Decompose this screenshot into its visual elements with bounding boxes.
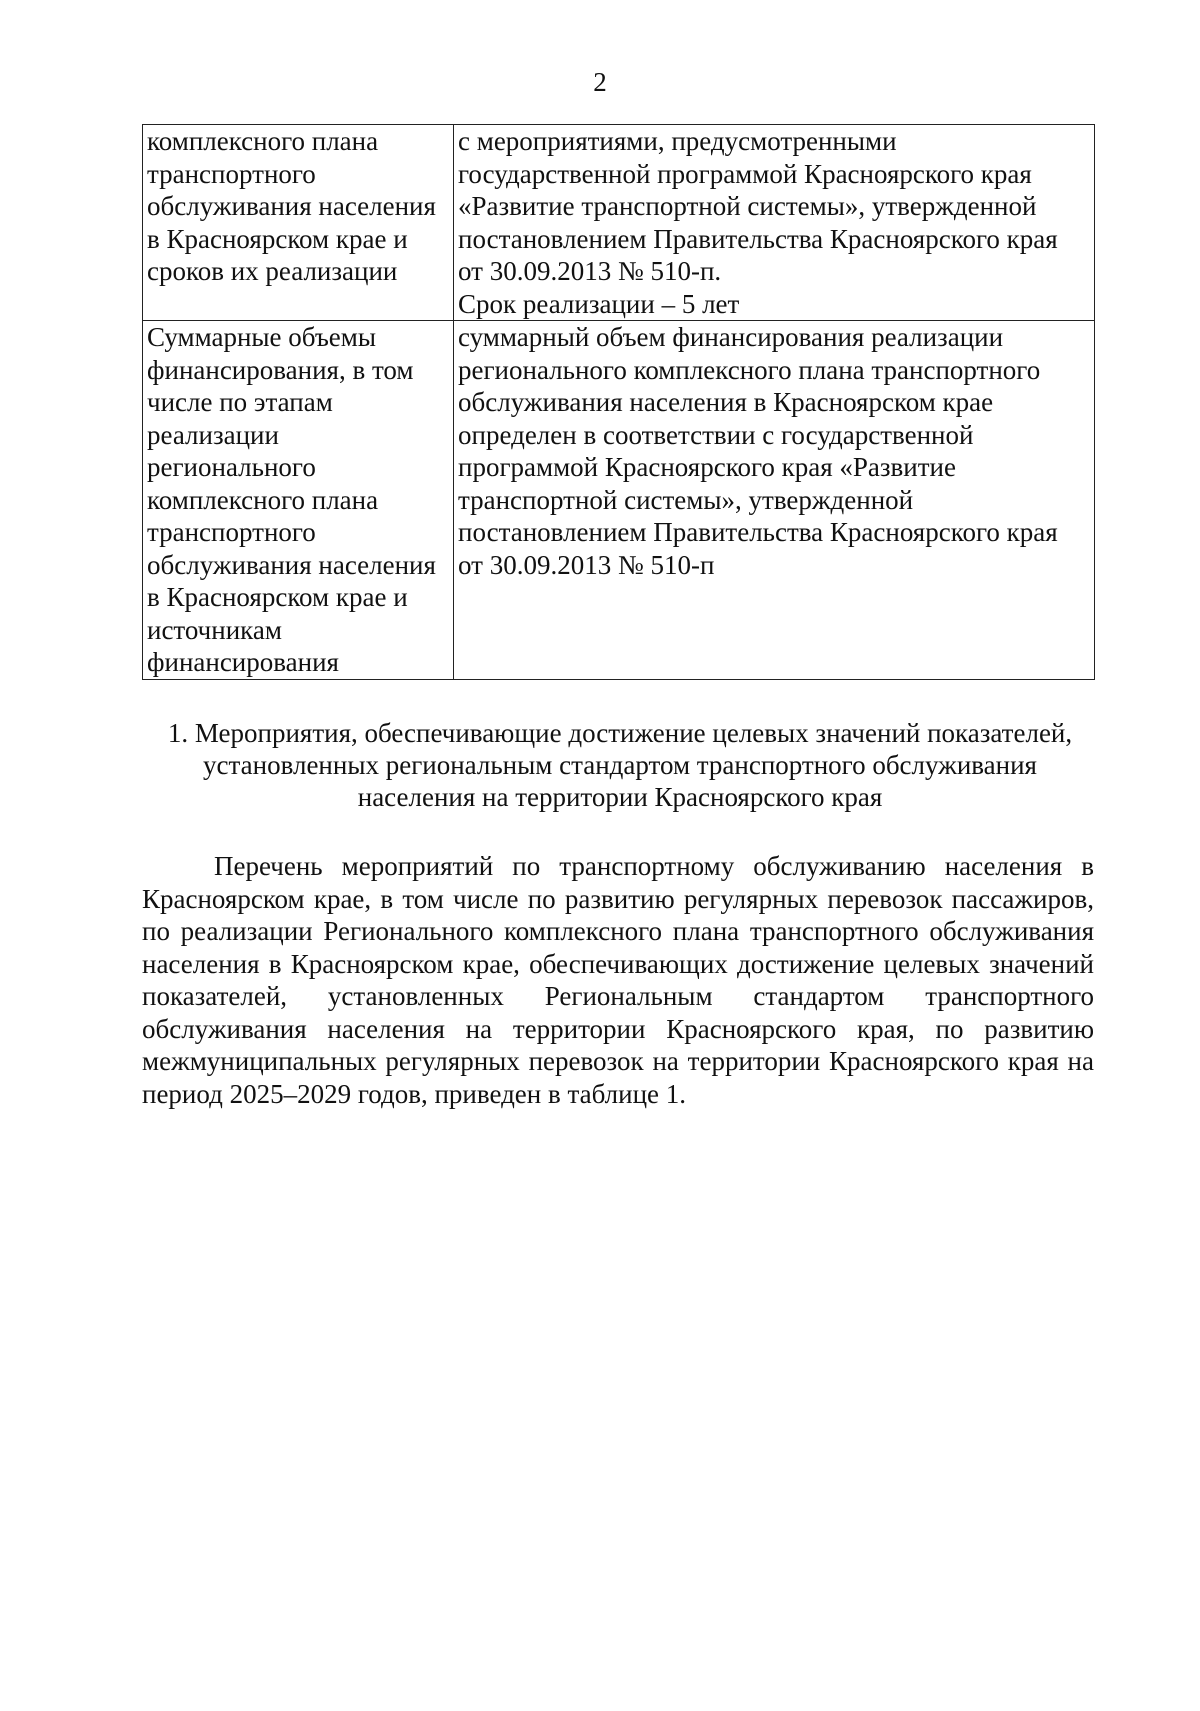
table-cell-value: с мероприятиями, предусмотренными государственной программой Красноярского края «Развитие транспортной системы», утвержденной постановлением Правительства Красноярского края от 30.09.2013 № 510-п. Срок реализации – 5 лет: [454, 125, 1095, 321]
page-number: 2: [593, 67, 607, 97]
table-row: [143, 321, 1095, 680]
table-cell-label: комплексного плана транспортного обслуживания населения в Красноярском крае и сроков их реализации: [143, 125, 454, 321]
table-row: [143, 125, 1095, 321]
table-cell-value: суммарный объем финансирования реализации регионального комплексного плана транспортного обслуживания населения в Красноярском крае определен в соответствии с государственной программой Красноярского края «Развитие транспортной системы», утвержденной постановлением Правительства Красноярского края от 30.09.2013 № 510-п: [454, 321, 1095, 680]
passport-table: [142, 124, 1095, 680]
section-heading: 1. Мероприятия, обеспечивающие достижение целевых значений показателей, установленных региональным стандартом транспортного обслуживания населения на территории Красноярского края: [167, 718, 1073, 812]
body-paragraph: Перечень мероприятий по транспортному обслуживанию населения в Красноярском крае, в том числе по развитию регулярных перевозок пассажиров, по реализации Регионального комплексного плана транспортного обслуживания населения в Красноярском крае, обеспечивающих достижение целевых значений показателей, установленных Региональным стандартом транспортного обслуживания населения на территории Красноярского края, по развитию межмуниципальных регулярных перевозок на территории Красноярского края на период 2025–2029 годов, приведен в таблице 1.: [142, 851, 1094, 1109]
table-cell-label: Суммарные объемы финансирования, в том числе по этапам реализации регионального комплексного плана транспортного обслуживания населения в Красноярском крае и источникам финансирования: [143, 321, 454, 680]
